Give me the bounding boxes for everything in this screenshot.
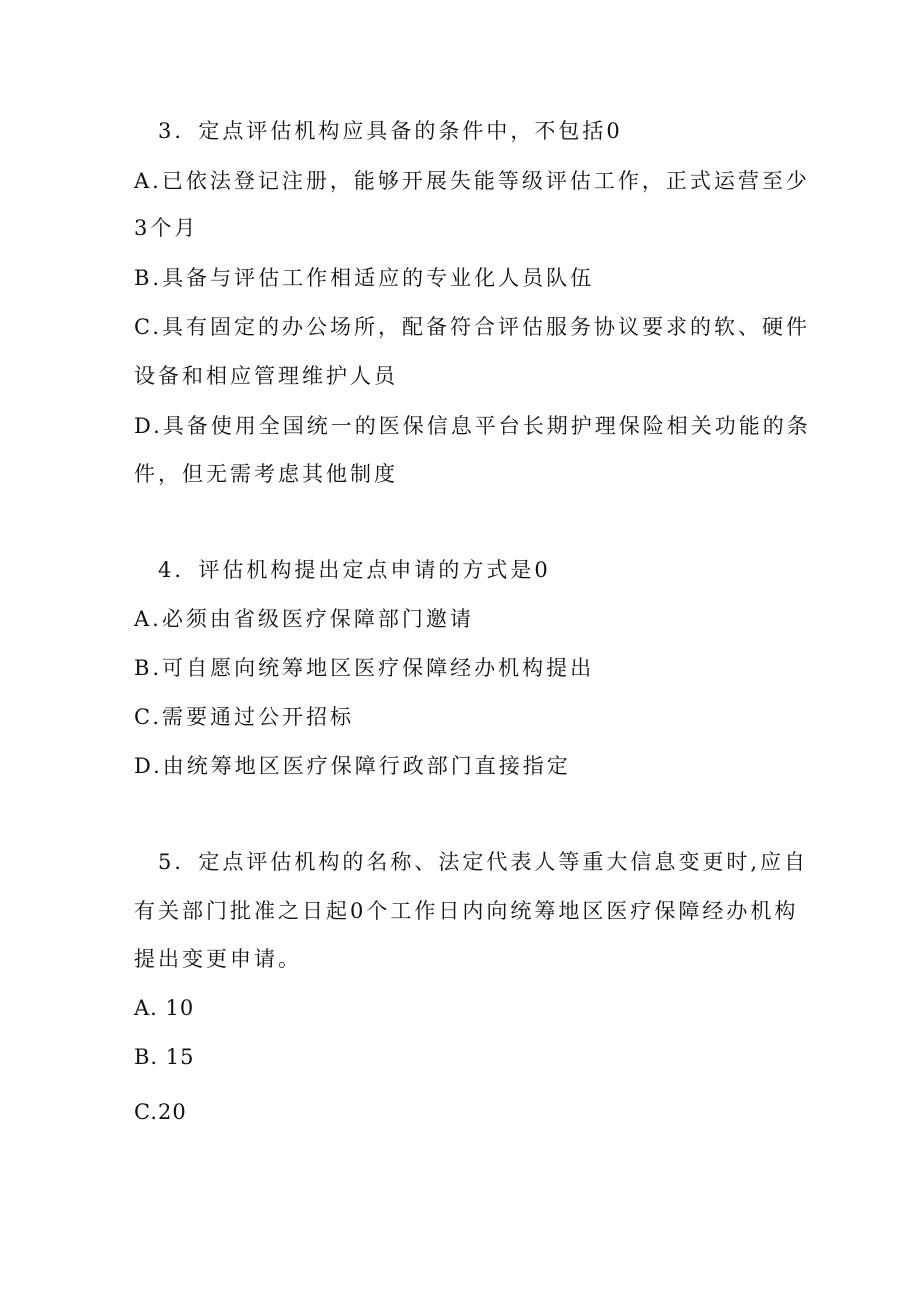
question-4-option-c: C.需要通过公开招标: [134, 705, 354, 729]
question-3-option-d-line-1: D.具备使用全国统一的医保信息平台长期护理保险相关功能的条: [134, 414, 811, 438]
question-5-title-line-3: 提出变更申请。: [134, 947, 302, 971]
question-5-title-line-2: 有关部门批准之日起0个工作日内向统筹地区医疗保障经办机构: [134, 899, 799, 923]
question-4-option-a: A.必须由省级医疗保障部门邀请: [134, 607, 474, 631]
question-3-option-a-line-1: A.已依法登记注册，能够开展失能等级评估工作，正式运营至少: [134, 169, 810, 193]
question-3-option-c-line-1: C.具有固定的办公场所，配备符合评估服务协议要求的软、硬件: [134, 315, 810, 339]
question-4-option-d: D.由统筹地区医疗保障行政部门直接指定: [134, 754, 571, 778]
question-4-title: 4．评估机构提出定点申请的方式是0: [158, 558, 551, 582]
question-4-option-b: B.可自愿向统筹地区医疗保障经办机构提出: [134, 656, 595, 680]
question-3-option-c-line-2: 设备和相应管理维护人员: [134, 364, 398, 388]
question-3-option-d-line-2: 件，但无需考虑其他制度: [134, 462, 398, 486]
question-5-option-a: A. 10: [134, 996, 195, 1020]
question-5-title-line-1: 5．定点评估机构的名称、法定代表人等重大信息变更时,应自: [158, 850, 809, 874]
question-3-option-b: B.具备与评估工作相适应的专业化人员队伍: [134, 266, 595, 290]
question-5-option-b: B. 15: [134, 1045, 195, 1069]
question-5-option-c: C.20: [134, 1100, 187, 1124]
question-3-option-a-line-2: 3个月: [134, 216, 199, 240]
question-3-title: 3．定点评估机构应具备的条件中，不包括0: [158, 119, 623, 143]
